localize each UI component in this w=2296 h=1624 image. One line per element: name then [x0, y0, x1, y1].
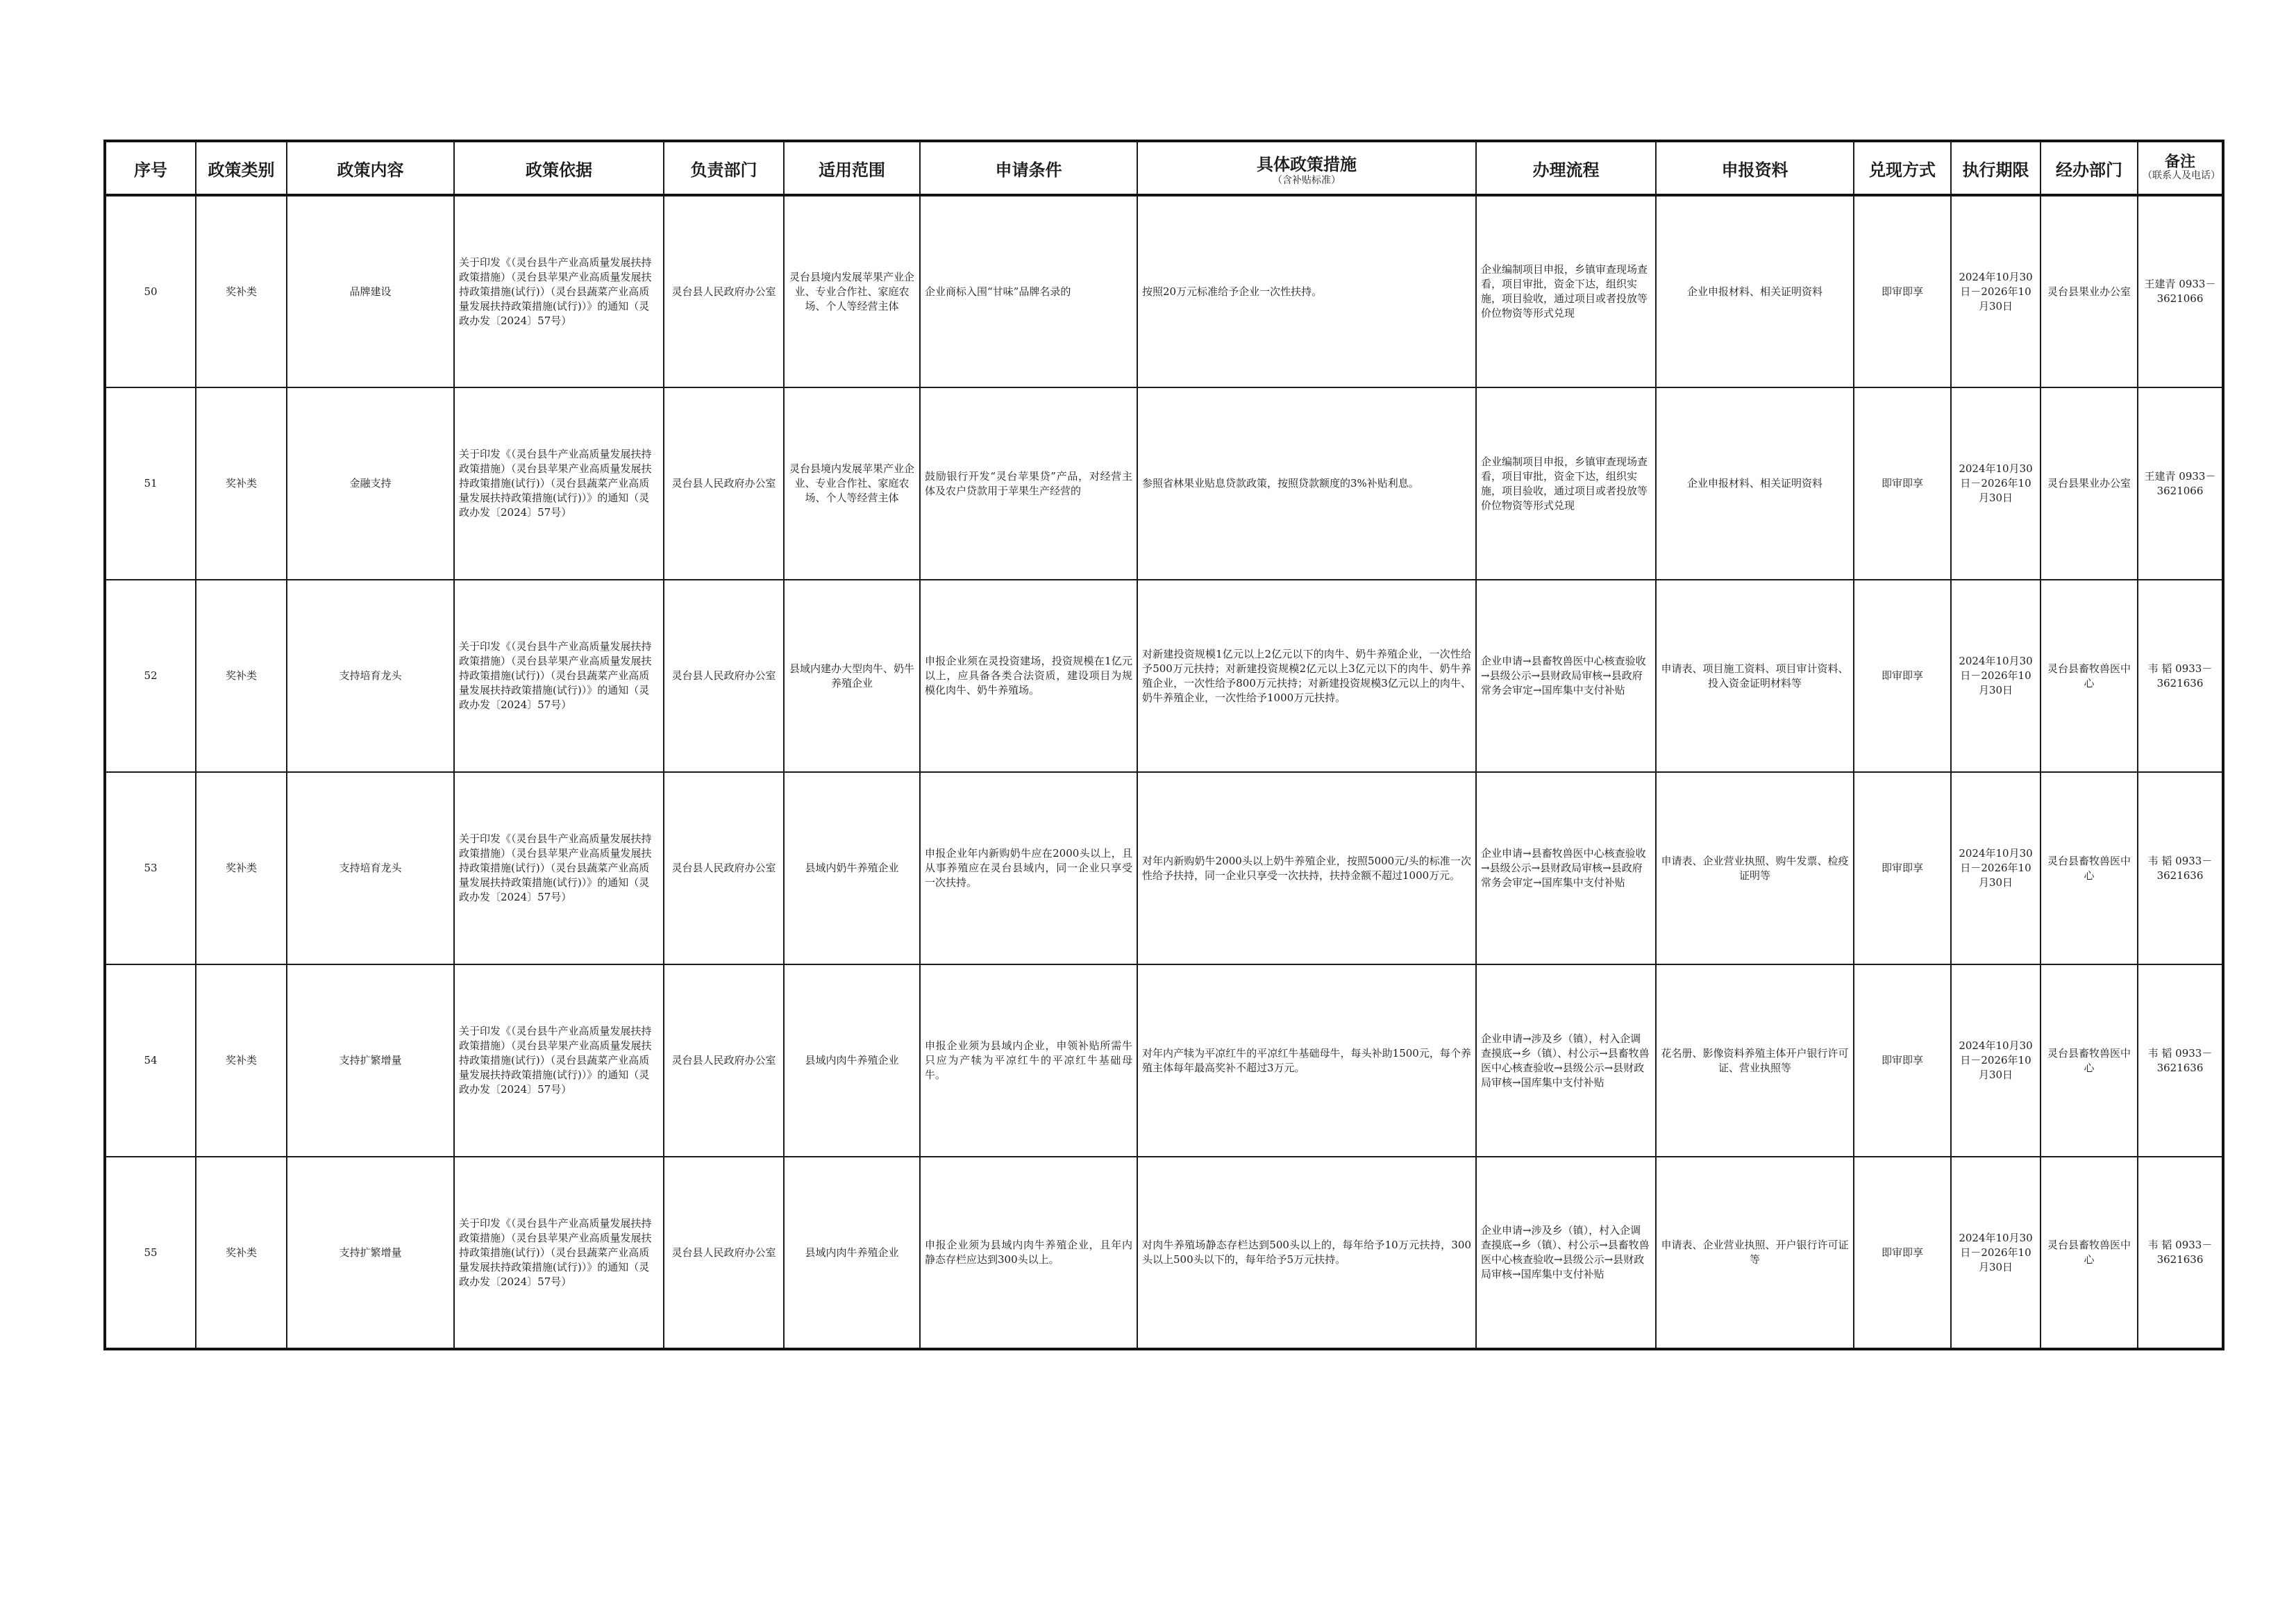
- cell-no: 53: [105, 772, 196, 964]
- table-body: [105, 195, 2223, 1349]
- header-scope: 适用范围: [784, 141, 920, 195]
- cell-period: 2024年10月30日－2026年10月30日: [1951, 195, 2041, 387]
- cell-note: 韦 韬 0933－3621636: [2138, 964, 2223, 1157]
- cell-office: 灵台县畜牧兽医中心: [2041, 580, 2138, 772]
- table-row: [105, 387, 2223, 580]
- header-dept: 负责部门: [664, 141, 784, 195]
- header-measures: [1137, 141, 1476, 195]
- cell-period: 2024年10月30日－2026年10月30日: [1951, 387, 2041, 580]
- cell-category: 奖补类: [196, 772, 287, 964]
- cell-no: 50: [105, 195, 196, 387]
- cell-method: 即审即享: [1854, 1157, 1951, 1349]
- cell-process: 企业申请→县畜牧兽医中心核查验收→县级公示→县财政局审核→县政府常务会审定→国库集中支付补贴: [1476, 772, 1656, 964]
- cell-content: 支持扩繁增量: [287, 964, 454, 1157]
- cell-dept: 灵台县人民政府办公室: [664, 964, 784, 1157]
- cell-note: 韦 韬 0933－3621636: [2138, 772, 2223, 964]
- header-no: 序号: [105, 141, 196, 195]
- table-row: [105, 580, 2223, 772]
- cell-conditions: 申报企业须在灵投资建场，投资规模在1亿元以上，应具备各类合法资质，建设项目为规模化肉牛、奶牛养殖场。: [920, 580, 1137, 772]
- header-content: 政策内容: [287, 141, 454, 195]
- cell-office: 灵台县果业办公室: [2041, 195, 2138, 387]
- header-conditions: 申请条件: [920, 141, 1137, 195]
- cell-process: 企业申请→县畜牧兽医中心核查验收→县级公示→县财政局审核→县政府常务会审定→国库集中支付补贴: [1476, 580, 1656, 772]
- cell-no: 55: [105, 1157, 196, 1349]
- header-row: [105, 141, 2223, 195]
- cell-office: 灵台县果业办公室: [2041, 387, 2138, 580]
- header-category: 政策类别: [196, 141, 287, 195]
- cell-dept: 灵台县人民政府办公室: [664, 195, 784, 387]
- cell-period: 2024年10月30日－2026年10月30日: [1951, 772, 2041, 964]
- cell-category: 奖补类: [196, 195, 287, 387]
- cell-materials: 企业申报材料、相关证明资料: [1656, 195, 1854, 387]
- cell-scope: 县域内建办大型肉牛、奶牛养殖企业: [784, 580, 920, 772]
- cell-conditions: 申报企业年内新购奶牛应在2000头以上，且从事养殖应在灵台县域内，同一企业只享受一次扶持。: [920, 772, 1137, 964]
- cell-measures: 对肉牛养殖场静态存栏达到500头以上的，每年给予10万元扶持，300头以上500头以下的，每年给予5万元扶持。: [1137, 1157, 1476, 1349]
- cell-materials: 花名册、影像资料养殖主体开户银行许可证、营业执照等: [1656, 964, 1854, 1157]
- cell-dept: 灵台县人民政府办公室: [664, 387, 784, 580]
- header-office: 经办部门: [2041, 141, 2138, 195]
- cell-scope: 县域内奶牛养殖企业: [784, 772, 920, 964]
- table-row: [105, 1157, 2223, 1349]
- table-row: [105, 772, 2223, 964]
- cell-scope: 县域内肉牛养殖企业: [784, 1157, 920, 1349]
- header-process: 办理流程: [1476, 141, 1656, 195]
- cell-basis: 关于印发《（灵台县牛产业高质量发展扶持政策措施）（灵台县苹果产业高质量发展扶持政策措施(试行)）（灵台县蔬菜产业高质量发展扶持政策措施(试行)）》的通知（灵政办发〔2024〕57号）: [454, 195, 664, 387]
- cell-office: 灵台县畜牧兽医中心: [2041, 1157, 2138, 1349]
- cell-content: 金融支持: [287, 387, 454, 580]
- cell-materials: 申请表、项目施工资料、项目审计资料、投入资金证明材料等: [1656, 580, 1854, 772]
- cell-method: 即审即享: [1854, 772, 1951, 964]
- cell-measures: 对年内新购奶牛2000头以上奶牛养殖企业，按照5000元/头的标准一次性给予扶持，同一企业只享受一次扶持，扶持金额不超过1000万元。: [1137, 772, 1476, 964]
- cell-no: 54: [105, 964, 196, 1157]
- table-row: [105, 195, 2223, 387]
- cell-process: 企业申请→涉及乡（镇），村入企调查摸底→乡（镇）、村公示→县畜牧兽医中心核查验收→县级公示→县财政局审核→国库集中支付补贴: [1476, 1157, 1656, 1349]
- header-period: 执行期限: [1951, 141, 2041, 195]
- cell-conditions: 申报企业须为县域内企业，申领补贴所需牛只应为产犊为平凉红牛的平凉红牛基础母牛。: [920, 964, 1137, 1157]
- table-header: [105, 141, 2223, 195]
- cell-scope: 灵台县境内发展苹果产业企业、专业合作社、家庭农场、个人等经营主体: [784, 387, 920, 580]
- cell-process: 企业编制项目申报，乡镇审查现场查看，项目审批，资金下达，组织实施，项目验收，通过项目或者投放等价位物资等形式兑现: [1476, 195, 1656, 387]
- cell-measures: 参照省林果业贴息贷款政策，按照贷款额度的3%补贴利息。: [1137, 387, 1476, 580]
- header-note-label: 备注: [2164, 153, 2195, 171]
- header-basis: 政策依据: [454, 141, 664, 195]
- cell-period: 2024年10月30日－2026年10月30日: [1951, 1157, 2041, 1349]
- cell-basis: 关于印发《（灵台县牛产业高质量发展扶持政策措施）（灵台县苹果产业高质量发展扶持政策措施(试行)）（灵台县蔬菜产业高质量发展扶持政策措施(试行)）》的通知（灵政办发〔2024〕57号）: [454, 1157, 664, 1349]
- cell-note: 王建青 0933－3621066: [2138, 195, 2223, 387]
- cell-conditions: 企业商标入围“甘味”品牌名录的: [920, 195, 1137, 387]
- policy-table: [103, 140, 2224, 1350]
- header-materials: 申报资料: [1656, 141, 1854, 195]
- cell-scope: 县域内肉牛养殖企业: [784, 964, 920, 1157]
- cell-dept: 灵台县人民政府办公室: [664, 772, 784, 964]
- cell-category: 奖补类: [196, 964, 287, 1157]
- cell-note: 韦 韬 0933－3621636: [2138, 1157, 2223, 1349]
- cell-no: 51: [105, 387, 196, 580]
- cell-content: 品牌建设: [287, 195, 454, 387]
- cell-category: 奖补类: [196, 387, 287, 580]
- header-measures-sub: （含补贴标准）: [1273, 174, 1341, 186]
- cell-dept: 灵台县人民政府办公室: [664, 1157, 784, 1349]
- cell-materials: 申请表、企业营业执照、开户银行许可证等: [1656, 1157, 1854, 1349]
- cell-content: 支持培育龙头: [287, 772, 454, 964]
- cell-measures: 对年内产犊为平凉红牛的平凉红牛基础母牛，每头补助1500元，每个养殖主体每年最高奖补不超过3万元。: [1137, 964, 1476, 1157]
- header-method: 兑现方式: [1854, 141, 1951, 195]
- cell-basis: 关于印发《（灵台县牛产业高质量发展扶持政策措施）（灵台县苹果产业高质量发展扶持政策措施(试行)）（灵台县蔬菜产业高质量发展扶持政策措施(试行)）》的通知（灵政办发〔2024〕57号）: [454, 964, 664, 1157]
- table-row: [105, 964, 2223, 1157]
- cell-basis: 关于印发《（灵台县牛产业高质量发展扶持政策措施）（灵台县苹果产业高质量发展扶持政策措施(试行)）（灵台县蔬菜产业高质量发展扶持政策措施(试行)）》的通知（灵政办发〔2024〕57号）: [454, 580, 664, 772]
- cell-note: 韦 韬 0933－3621636: [2138, 580, 2223, 772]
- cell-process: 企业申请→涉及乡（镇），村入企调查摸底→乡（镇）、村公示→县畜牧兽医中心核查验收→县级公示→县财政局审核→国库集中支付补贴: [1476, 964, 1656, 1157]
- cell-materials: 申请表、企业营业执照、购牛发票、检疫证明等: [1656, 772, 1854, 964]
- header-measures-label: 具体政策措施: [1257, 154, 1357, 174]
- cell-basis: 关于印发《（灵台县牛产业高质量发展扶持政策措施）（灵台县苹果产业高质量发展扶持政策措施(试行)）（灵台县蔬菜产业高质量发展扶持政策措施(试行)）》的通知（灵政办发〔2024〕57号）: [454, 772, 664, 964]
- cell-method: 即审即享: [1854, 387, 1951, 580]
- cell-method: 即审即享: [1854, 580, 1951, 772]
- cell-office: 灵台县畜牧兽医中心: [2041, 964, 2138, 1157]
- header-note-sub: （联系人及电话）: [2143, 170, 2220, 181]
- cell-measures: 按照20万元标准给予企业一次性扶持。: [1137, 195, 1476, 387]
- cell-category: 奖补类: [196, 580, 287, 772]
- cell-no: 52: [105, 580, 196, 772]
- cell-office: 灵台县畜牧兽医中心: [2041, 772, 2138, 964]
- cell-note: 王建青 0933－3621066: [2138, 387, 2223, 580]
- cell-basis: 关于印发《（灵台县牛产业高质量发展扶持政策措施）（灵台县苹果产业高质量发展扶持政策措施(试行)）（灵台县蔬菜产业高质量发展扶持政策措施(试行)）》的通知（灵政办发〔2024〕57号）: [454, 387, 664, 580]
- header-note: [2138, 141, 2223, 195]
- cell-category: 奖补类: [196, 1157, 287, 1349]
- cell-materials: 企业申报材料、相关证明资料: [1656, 387, 1854, 580]
- cell-conditions: 鼓励银行开发“灵台苹果贷”产品，对经营主体及农户贷款用于苹果生产经营的: [920, 387, 1137, 580]
- cell-dept: 灵台县人民政府办公室: [664, 580, 784, 772]
- cell-scope: 灵台县境内发展苹果产业企业、专业合作社、家庭农场、个人等经营主体: [784, 195, 920, 387]
- cell-process: 企业编制项目申报，乡镇审查现场查看，项目审批，资金下达，组织实施，项目验收，通过项目或者投放等价位物资等形式兑现: [1476, 387, 1656, 580]
- cell-conditions: 申报企业须为县域内肉牛养殖企业，且年内静态存栏应达到300头以上。: [920, 1157, 1137, 1349]
- cell-measures: 对新建投资规模1亿元以上2亿元以下的肉牛、奶牛养殖企业，一次性给予500万元扶持；对新建投资规模2亿元以上3亿元以下的肉牛、奶牛养殖企业，一次性给予800万元扶持；对新建投资规模3亿元以上的肉牛、奶牛养殖企业，一次性给予1000万元扶持。: [1137, 580, 1476, 772]
- cell-method: 即审即享: [1854, 195, 1951, 387]
- cell-period: 2024年10月30日－2026年10月30日: [1951, 964, 2041, 1157]
- cell-content: 支持培育龙头: [287, 580, 454, 772]
- cell-period: 2024年10月30日－2026年10月30日: [1951, 580, 2041, 772]
- cell-content: 支持扩繁增量: [287, 1157, 454, 1349]
- cell-method: 即审即享: [1854, 964, 1951, 1157]
